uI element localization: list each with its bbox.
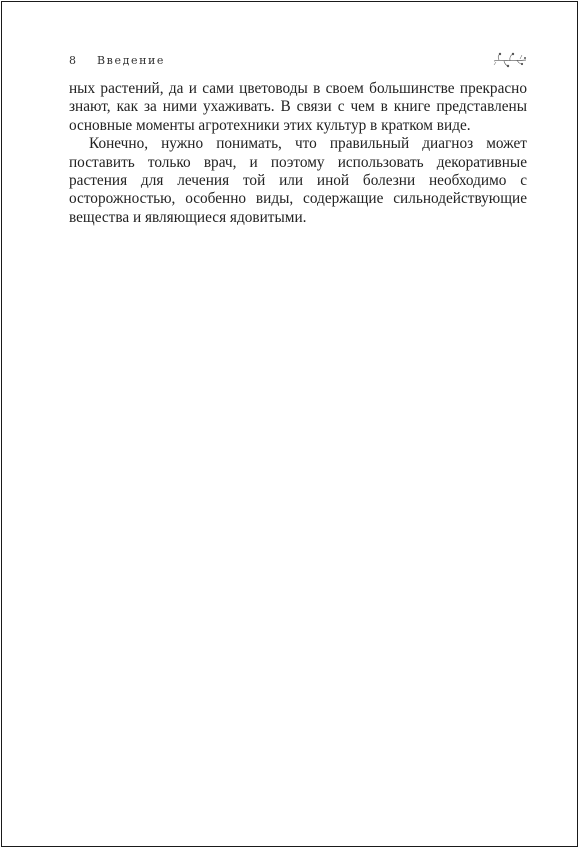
running-head — [69, 54, 165, 67]
section-title: Введение — [97, 54, 166, 67]
book-page — [1, 1, 578, 847]
page-number: 8 — [69, 54, 78, 67]
body-text — [69, 80, 527, 227]
floral-ornament-icon — [492, 50, 528, 72]
paragraph-continued: ных растений, да и сами цветоводы в своем большинстве прекрасно знают, как за ними ухаживать. В связи с чем в книге представлены основные моменты агротехники этих культур в кратком виде. — [69, 80, 527, 134]
paragraph: Конечно, нужно понимать, что правильный диагноз может поставить только врач, и поэтому использовать декоративные растения для лечения той или иной болезни необходимо с осторожностью, особенно виды, содержащие сильнодействующие вещества и являющиеся ядовитыми. — [69, 135, 527, 226]
